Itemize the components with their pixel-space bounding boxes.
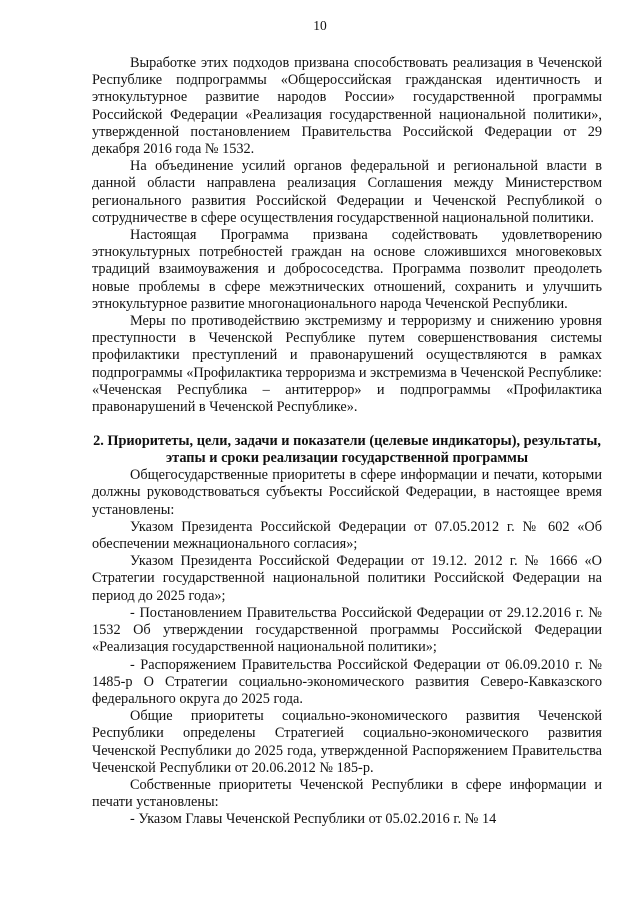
paragraph-11: Собственные приоритеты Чеченской Республики в сфере информации и печати установлены:	[92, 776, 602, 811]
document-body	[92, 55, 602, 829]
paragraph-4: Меры по противодействию экстремизму и терроризму и снижению уровня преступности в Чеченской Республике путем совершенствования системы профилактики преступлений и правонарушений осуществляются в рамках подпрограммы «Профилактика терроризма и экстремизма в Чеченской Республике: «Чеченская Республика – антитеррор» и подпрограммы «Профилактика правонарушений в Чеченской Республике».	[92, 313, 602, 416]
paragraph-1: Выработке этих подходов призвана способствовать реализация в Чеченской Республике подпрограммы «Общероссийская гражданская идентичность и этнокультурное развитие народов России» государственной программы Российской Федерации «Реализация государственной национальной политики», утвержденной постановлением Правительства Российской Федерации от 29 декабря 2016 года № 1532.	[92, 55, 602, 158]
paragraph-12: - Указом Главы Чеченской Республики от 05.02.2016 г. № 14	[130, 811, 497, 828]
paragraph-6: Указом Президента Российской Федерации от 07.05.2012 г. № 602 «Об обеспечении межнационального согласия»;	[92, 518, 602, 553]
section-heading: 2. Приоритеты, цели, задачи и показатели (целевые индикаторы), результаты, этапы и сроки реализации государственной программы	[93, 433, 601, 467]
spacer	[92, 416, 602, 433]
paragraph-5: Общегосударственные приоритеты в сфере информации и печати, которыми должны руководствоваться субъекты Российской Федерации, в настоящее время установлены:	[92, 467, 602, 518]
page-number: 10	[313, 18, 327, 33]
paragraph-9: - Распоряжением Правительства Российской Федерации от 06.09.2010 г. № 1485-р О Стратегии социально-экономического развития Северо-Кавказского федерального округа до 2025 года.	[92, 656, 602, 707]
paragraph-7: Указом Президента Российской Федерации от 19.12. 2012 г. № 1666 «О Стратегии государственной национальной политики Российской Федерации на период до 2025 года»;	[92, 553, 602, 604]
paragraph-2: На объединение усилий органов федеральной и региональной власти в данной области направлена реализация Соглашения между Министерством регионального развития Российской Федерации и Чеченской Республикой о сотрудничестве в сфере осуществления государственной национальной политики.	[92, 158, 602, 226]
paragraph-8: - Постановлением Правительства Российской Федерации от 29.12.2016 г. № 1532 Об утверждении государственной программы Российской Федерации «Реализация государственной национальной политики»;	[92, 604, 602, 656]
paragraph-3: Настоящая Программа призвана содействовать удовлетворению этнокультурных потребностей граждан на основе сложившихся многовековых традиций взаимоуважения и добрососедства. Программа позволит преодолеть новые проблемы в сфере межэтнических отношений, сохранить и улучшить этнокультурное развитие многонационального народа Чеченской Республики.	[92, 227, 602, 312]
paragraph-10: Общие приоритеты социально-экономического развития Чеченской Республики определены Стратегией социально-экономического развития Чеченской Республики до 2025 года, утвержденной Распоряжением Правительства Чеченской Республики от 20.06.2012 № 185-р.	[92, 708, 602, 776]
